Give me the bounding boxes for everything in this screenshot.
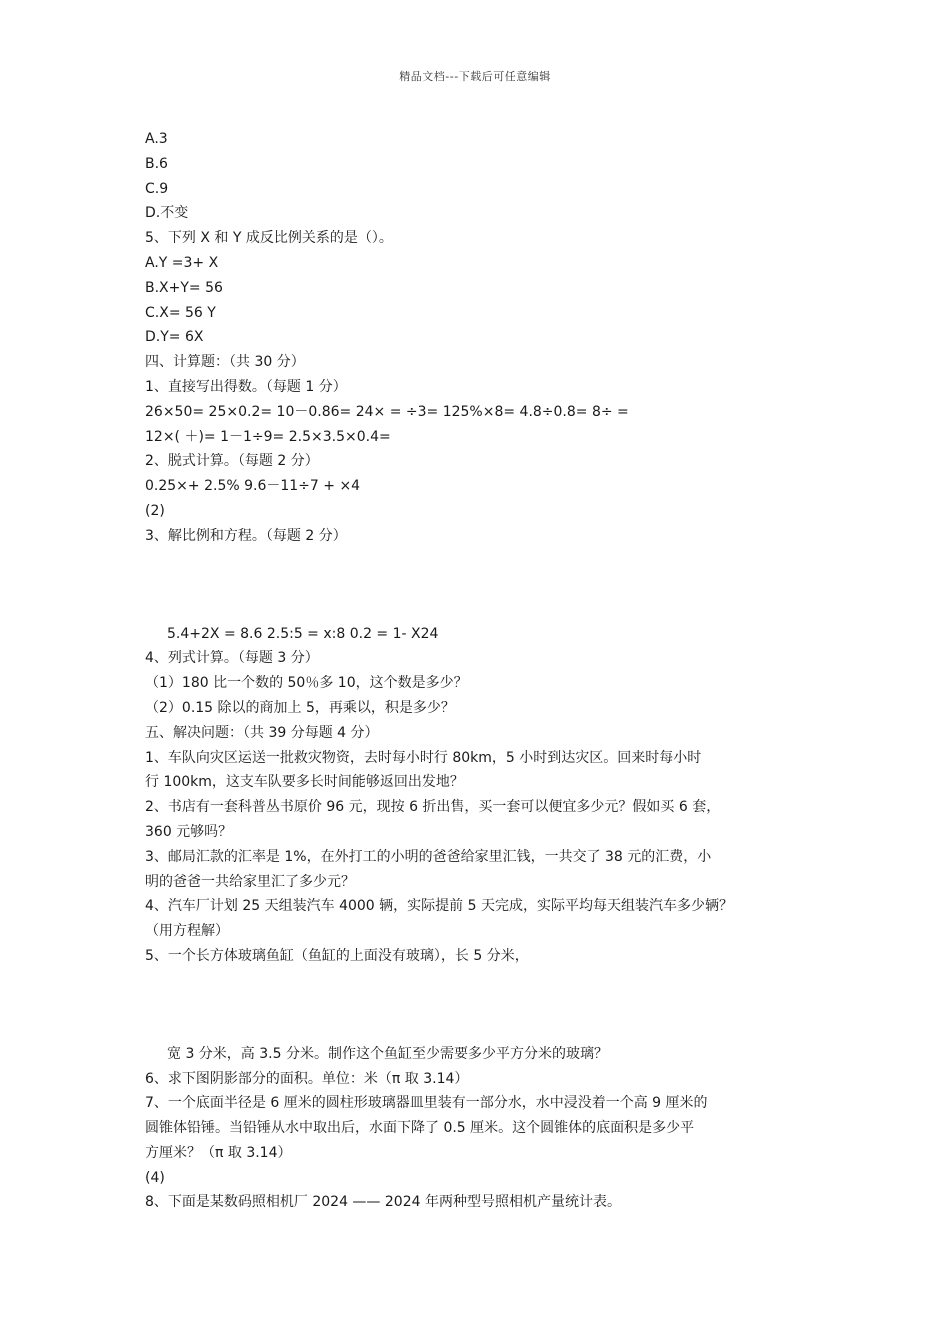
page-header: 精品文档---下载后可任意编辑 bbox=[399, 70, 551, 83]
problem-3-line-2: 明的爸爸一共给家里汇了多少元？ bbox=[145, 873, 355, 890]
problem-2-line-2: 360 元够吗？ bbox=[145, 823, 233, 840]
calc-item-2-row: 0.25×+ 2.5% 9.6－11÷7 + ×4 bbox=[145, 478, 361, 495]
problem-1-line-1: 1、车队向灾区运送一批救灾物资，去时每小时行 80km，5 小时到达灾区。回来时每小时 bbox=[145, 749, 702, 766]
problem-7-line-3: 方厘米？（π 取 3.14） bbox=[145, 1144, 292, 1161]
calc-item-1-row-1: 26×50= 25×0.2= 10－0.86= 24× = ÷3= 125%×8= 4.8÷0.8= 8÷ = bbox=[145, 403, 629, 420]
blank-space bbox=[145, 549, 825, 622]
q5-option-b: B.X+Y= 56 bbox=[145, 279, 223, 296]
calc-item-4-q2: （2）0.15 除以的商加上 5，再乘以，积是多少？ bbox=[145, 699, 455, 716]
section-heading-problems: 五、解决问题：（共 39 分每题 4 分） bbox=[145, 724, 379, 741]
calc-item-2-title: 2、脱式计算。（每题 2 分） bbox=[145, 453, 319, 470]
problem-5-line-2: 宽 3 分米，高 3.5 分米。制作这个鱼缸至少需要多少平方分米的玻璃？ bbox=[167, 1045, 608, 1062]
blank-space bbox=[145, 969, 825, 1042]
problem-7-sub: (4) bbox=[145, 1169, 165, 1186]
problem-7-line-1: 7、一个底面半径是 6 厘米的圆柱形玻璃器皿里装有一部分水，水中浸没着一个高 9 厘米的 bbox=[145, 1095, 708, 1112]
option-d: D.不变 bbox=[145, 205, 189, 222]
calc-item-4-q1: （1）180 比一个数的 50％多 10，这个数是多少？ bbox=[145, 675, 468, 692]
section-heading-calculation: 四、计算题：（共 30 分） bbox=[145, 354, 305, 371]
calc-item-1-title: 1、直接写出得数。（每题 1 分） bbox=[145, 378, 347, 395]
calc-item-1-row-2: 12×( ＋)= 1－1÷9= 2.5×3.5×0.4= bbox=[145, 428, 391, 445]
q5-option-c: C.X= 56 Y bbox=[145, 304, 216, 321]
section-more-problems bbox=[145, 1042, 825, 1216]
problem-5-line-1: 5、一个长方体玻璃鱼缸（鱼缸的上面没有玻璃），长 5 分米， bbox=[145, 947, 529, 964]
problem-8: 8、下面是某数码照相机厂 2024 —— 2024 年两种型号照相机产量统计表。 bbox=[145, 1194, 621, 1211]
problem-3-line-1: 3、邮局汇款的汇率是 1%，在外打工的小明的爸爸给家里汇钱，一共交了 38 元的汇费，小 bbox=[145, 848, 712, 865]
section-choices-and-calculations bbox=[145, 127, 825, 549]
calc-item-4-title: 4、列式计算。（每题 3 分） bbox=[145, 650, 319, 667]
option-a: A.3 bbox=[145, 131, 168, 147]
equations-row: 5.4+2X = 8.6 2.5:5 = x:8 0.2 = 1- X24 bbox=[167, 625, 439, 642]
question-5: 5、下列 X 和 Y 成反比例关系的是（）。 bbox=[145, 230, 393, 247]
option-c: C.9 bbox=[145, 180, 169, 197]
calc-item-2-sub: (2) bbox=[145, 502, 165, 519]
document-body bbox=[145, 127, 825, 1215]
section-equations-and-problems bbox=[145, 622, 825, 969]
q5-option-d: D.Y= 6X bbox=[145, 329, 204, 346]
option-b: B.6 bbox=[145, 155, 168, 172]
problem-6: 6、求下图阴影部分的面积。单位：米（π 取 3.14） bbox=[145, 1070, 469, 1087]
problem-4-line-2: （用方程解） bbox=[145, 923, 229, 940]
q5-option-a: A.Y =3+ X bbox=[145, 254, 219, 271]
problem-1-line-2: 行 100km，这支车队要多长时间能够返回出发地？ bbox=[145, 774, 464, 791]
problem-7-line-2: 圆锥体铅锤。当铅锤从水中取出后，水面下降了 0.5 厘米。这个圆锥体的底面积是多少平 bbox=[145, 1120, 695, 1137]
problem-4-line-1: 4、汽车厂计划 25 天组装汽车 4000 辆，实际提前 5 天完成，实际平均每天组装汽车多少辆？ bbox=[145, 898, 733, 915]
problem-2-line-1: 2、书店有一套科普丛书原价 96 元，现按 6 折出售，买一套可以便宜多少元？假如买 6 套， bbox=[145, 799, 721, 816]
calc-item-3-title: 3、解比例和方程。（每题 2 分） bbox=[145, 527, 347, 544]
